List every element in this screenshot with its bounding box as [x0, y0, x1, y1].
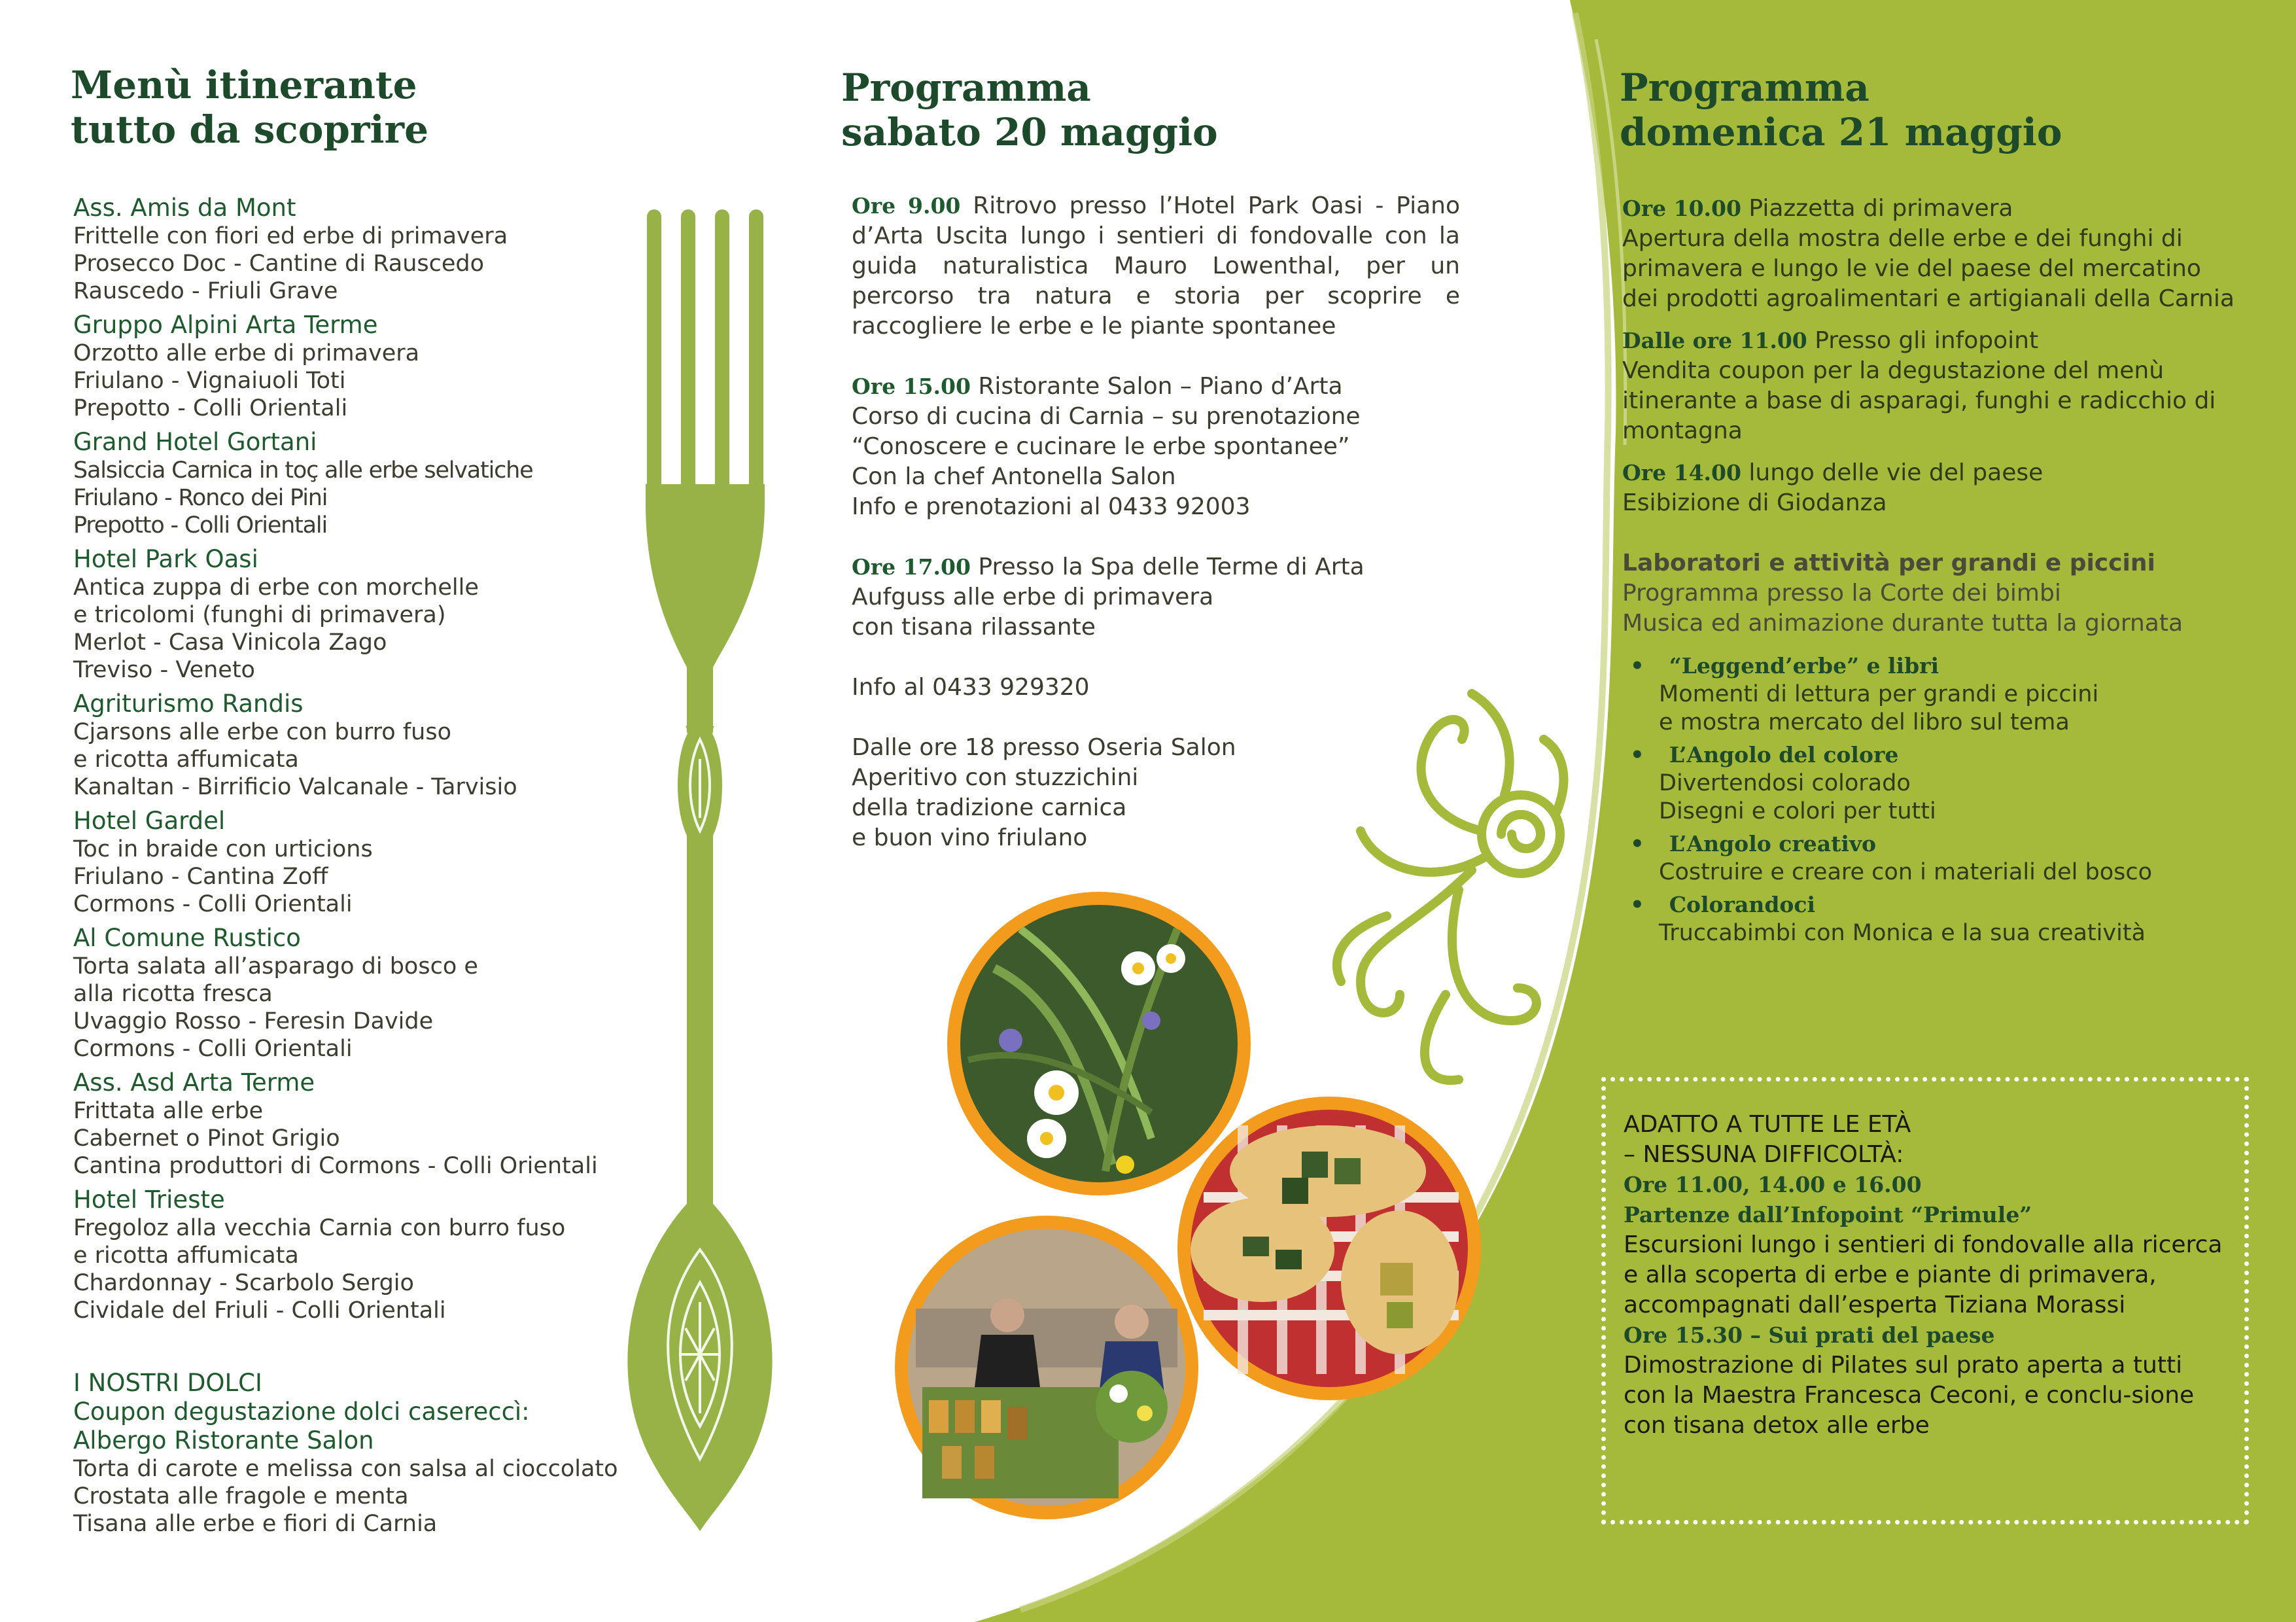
venue-al-comune-rustico: Al Comune Rustico Torta salata all’asparago di bosco e alla ricotta fresca Uvaggio Rosso - Feresin Davide Cormons - Colli Orientali — [73, 924, 478, 1062]
menu-title: Menù itinerante tutto da scoprire — [71, 63, 429, 152]
saturday-info: Info al 0433 929320 — [852, 674, 1090, 701]
venue-agriturismo-randis: Agriturismo Randis Cjarsons alle erbe con burro fuso e ricotta affumicata Kanaltan - Birrificio Valcanale - Tarvisio — [73, 690, 517, 800]
activity-leggenderbe: • “Leggend’erbe” e libri Momenti di lettura per grandi e piccini e mostra mercato del libro sul tema — [1659, 652, 2244, 737]
venue-asd-arta-terme: Ass. Asd Arta Terme Frittata alle erbe Cabernet o Pinot Grigio Cantina produttori di Cormons - Colli Orientali — [73, 1068, 598, 1179]
venue-hotel-park-oasi: Hotel Park Oasi Antica zuppa di erbe con morchelle e tricolomi (funghi di primavera) Merlot - Casa Vinicola Zago Treviso - Veneto — [73, 545, 479, 683]
sunday-laboratori: Laboratori e attività per grandi e piccini Programma presso la Corte dei bimbi Musica ed animazione durante tutta la giornata — [1622, 550, 2183, 637]
photo-market-women — [895, 1216, 1198, 1519]
activity-angolo-creativo: • L’Angolo creativo Costruire e creare con i materiali del bosco — [1659, 830, 2244, 887]
venue-gruppo-alpini: Gruppo Alpini Arta Terme Orzotto alle erbe di primavera Friulano - Vignaiuoli Toti Prepotto - Colli Orientali — [73, 311, 420, 421]
saturday-event-1: Ore 9.00 Ritrovo presso l’Hotel Park Oasi - Piano d’Arta Uscita lungo i sentieri di fondovalle con la guida naturalistica Mauro Lowenthal, per un percorso tra natura e storia per scoprire e raccogliere le erbe e le piante spontanee — [852, 192, 1460, 340]
saturday-program — [852, 191, 1460, 883]
venue-hotel-trieste: Hotel Trieste Fregoloz alla vecchia Carnia con burro fuso e ricotta affumicata Chardonnay - Scarbolo Sergio Cividale del Friuli - Colli Orientali — [73, 1186, 566, 1324]
saturday-event-2: Ore 15.00 Ristorante Salon – Piano d’Arta Corso di cucina di Carnia – su prenotazione “Conoscere e cucinare le erbe spontanee” Con la chef Antonella Salon Info e prenotazioni al 0433 92003 — [852, 373, 1361, 520]
venue-amis-da-mont: Ass. Amis da Mont Frittelle con fiori ed erbe di primavera Prosecco Doc - Cantine di Rauscedo Rauscedo - Friuli Grave — [73, 194, 508, 304]
photo-food-tray — [1177, 1097, 1481, 1400]
sunday-event-1: Ore 10.00 Piazzetta di primavera Apertura della mostra delle erbe e dei funghi di primavera e lungo le vie del paese del mercatino dei prodotti agroalimentari e artigianali della Carnia — [1622, 195, 2235, 312]
sunday-activities-list — [1659, 652, 2244, 947]
venue-grand-hotel-gortani: Grand Hotel Gortani Salsiccia Carnica in toç alle erbe selvatiche Friulano - Ronco dei Pini Prepotto - Colli Orientali — [73, 428, 533, 538]
menu-list — [73, 194, 662, 1330]
photo-flowers — [947, 892, 1251, 1195]
sunday-event-3: Ore 14.00 lungo delle vie del paese Esibizione di Giodanza — [1622, 459, 2044, 516]
saturday-aperitivo: Dalle ore 18 presso Oseria Salon Aperitivo con stuzzichini della tradizione carnica e buon vino friulano — [852, 734, 1236, 851]
venue-hotel-gardel: Hotel Gardel Toc in braide con urticions Friulano - Cantina Zoff Cormons - Colli Orientali — [73, 807, 373, 917]
activity-colorandoci: • Colorandoci Truccabimbi con Monica e la sua creatività — [1659, 890, 2244, 947]
saturday-title: Programma sabato 20 maggio — [841, 65, 1218, 154]
activity-angolo-colore: • L’Angolo del colore Divertendosi colorado Disegni e colori per tutti — [1659, 741, 2244, 826]
dolci-section: I NOSTRI DOLCI Coupon degustazione dolci casereccì: Albergo Ristorante Salon Torta di carote e melissa con salsa al cioccolato Crostata alle fragole e menta Tisana alle erbe e fiori di Carnia — [73, 1369, 618, 1537]
sunday-title: Programma domenica 21 maggio — [1620, 65, 2062, 154]
saturday-event-3: Ore 17.00 Presso la Spa delle Terme di Arta Aufguss alle erbe di primavera con tisana rilassante — [852, 554, 1365, 641]
sunday-program — [1622, 194, 2244, 951]
sunday-event-2: Dalle ore 11.00 Presso gli infopoint Vendita coupon per la degustazione del menù itinerante a base di asparagi, funghi e radicchio di montagna — [1622, 327, 2216, 444]
excursion-info-content: ADATTO A TUTTE LE ETÀ – NESSUNA DIFFICOLTÀ: Ore 11.00, 14.00 e 16.00 Partenze dall’Infopoint “Primule” Escursioni lungo i sentieri di fondovalle alla ricerca e alla scoperta di erbe e piante di primavera, accompagnati dall’esperta Tiziana Morassi Ore 15.30 – Sui prati del paese Dimostrazione di Pilates sul prato aperta a tutti con la Maestra Francesca Ceconi, e conclu-sione con tisana detox alle erbe — [1624, 1111, 2223, 1439]
